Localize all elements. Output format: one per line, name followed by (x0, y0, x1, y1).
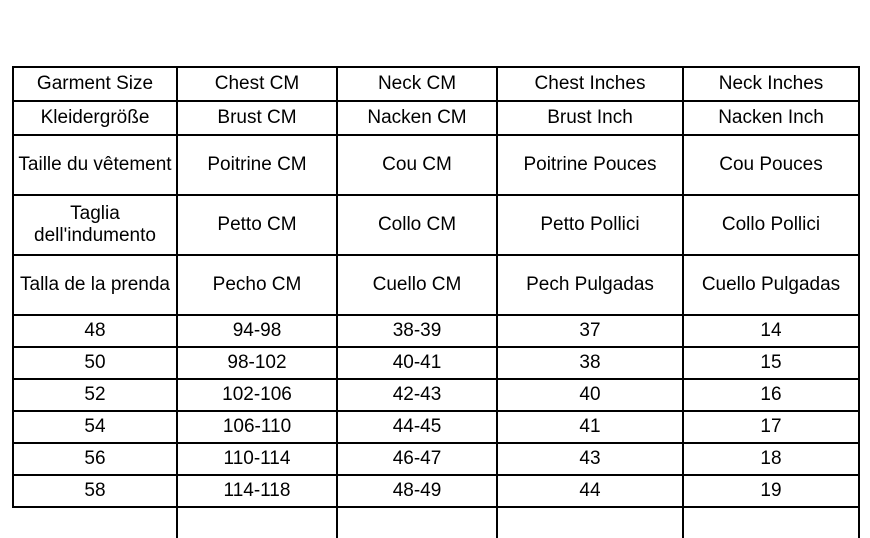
header-cell: Petto Pollici (497, 195, 683, 255)
size-cell: 56 (13, 443, 177, 475)
header-cell: Neck Inches (683, 67, 859, 101)
table-row (13, 347, 859, 379)
chest-in-cell: 43 (497, 443, 683, 475)
header-row-italian (13, 195, 859, 255)
header-cell: Cou Pouces (683, 135, 859, 195)
empty-cell (497, 507, 683, 538)
neck-in-cell: 17 (683, 411, 859, 443)
header-cell: Collo Pollici (683, 195, 859, 255)
empty-cell (683, 507, 859, 538)
header-cell: Poitrine Pouces (497, 135, 683, 195)
header-cell: Garment Size (13, 67, 177, 101)
header-cell: Poitrine CM (177, 135, 337, 195)
neck-cm-cell: 38-39 (337, 315, 497, 347)
chest-cm-cell: 98-102 (177, 347, 337, 379)
header-cell: Nacken CM (337, 101, 497, 135)
header-cell: Nacken Inch (683, 101, 859, 135)
empty-cell (337, 507, 497, 538)
table-row (13, 443, 859, 475)
header-cell: Kleidergröße (13, 101, 177, 135)
neck-in-cell: 15 (683, 347, 859, 379)
neck-in-cell: 16 (683, 379, 859, 411)
chest-cm-cell: 114-118 (177, 475, 337, 507)
chest-cm-cell: 102-106 (177, 379, 337, 411)
chest-cm-cell: 106-110 (177, 411, 337, 443)
chest-in-cell: 44 (497, 475, 683, 507)
header-row-french (13, 135, 859, 195)
header-cell: Chest CM (177, 67, 337, 101)
size-chart-table (12, 66, 860, 538)
table-row (13, 315, 859, 347)
header-cell: Brust Inch (497, 101, 683, 135)
header-cell: Chest Inches (497, 67, 683, 101)
table-row (13, 379, 859, 411)
chest-in-cell: 40 (497, 379, 683, 411)
empty-cell (13, 507, 177, 538)
size-chart-container (12, 66, 858, 538)
header-cell: Brust CM (177, 101, 337, 135)
empty-cell (177, 507, 337, 538)
neck-in-cell: 18 (683, 443, 859, 475)
neck-cm-cell: 42-43 (337, 379, 497, 411)
neck-cm-cell: 44-45 (337, 411, 497, 443)
header-row-english (13, 67, 859, 101)
chest-cm-cell: 110-114 (177, 443, 337, 475)
chest-cm-cell: 94-98 (177, 315, 337, 347)
header-cell: Taille du vêtement (13, 135, 177, 195)
size-cell: 52 (13, 379, 177, 411)
chest-in-cell: 38 (497, 347, 683, 379)
neck-cm-cell: 40-41 (337, 347, 497, 379)
header-cell: Petto CM (177, 195, 337, 255)
neck-in-cell: 19 (683, 475, 859, 507)
neck-cm-cell: 46-47 (337, 443, 497, 475)
header-cell: Pech Pulgadas (497, 255, 683, 315)
chest-in-cell: 41 (497, 411, 683, 443)
size-cell: 48 (13, 315, 177, 347)
header-cell: Collo CM (337, 195, 497, 255)
size-cell: 58 (13, 475, 177, 507)
header-cell: Neck CM (337, 67, 497, 101)
table-row (13, 475, 859, 507)
header-cell: Pecho CM (177, 255, 337, 315)
header-cell: Cuello Pulgadas (683, 255, 859, 315)
size-cell: 50 (13, 347, 177, 379)
neck-cm-cell: 48-49 (337, 475, 497, 507)
table-row (13, 411, 859, 443)
table-row-empty (13, 507, 859, 538)
header-cell: Talla de la prenda (13, 255, 177, 315)
header-cell: Cou CM (337, 135, 497, 195)
neck-in-cell: 14 (683, 315, 859, 347)
chest-in-cell: 37 (497, 315, 683, 347)
size-cell: 54 (13, 411, 177, 443)
header-row-spanish (13, 255, 859, 315)
header-cell: Cuello CM (337, 255, 497, 315)
header-row-german (13, 101, 859, 135)
header-cell: Taglia dell'indumento (13, 195, 177, 255)
